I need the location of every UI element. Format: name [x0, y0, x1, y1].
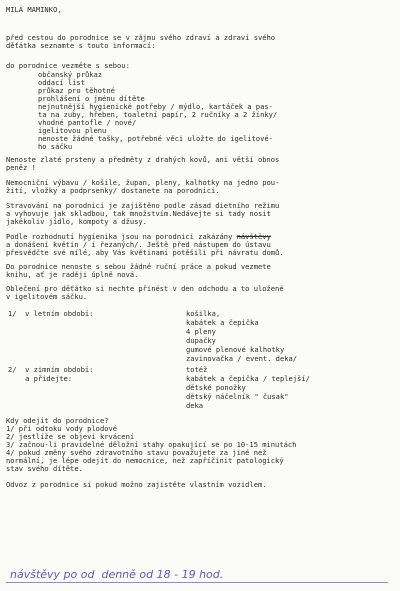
- winter-item: dětské ponožky: [186, 383, 246, 392]
- clothing-line: žití, vložky a podprsenky/ dostanete na porodnici.: [6, 186, 220, 195]
- pack-item: ta na zuby, hřeben, toaletní papír, 2 ručníky a 2 žínky/: [38, 110, 278, 119]
- summer-item: dupačky: [186, 336, 216, 345]
- when-item: normální, je lépe odejít do nemocnice, než zapříčinit patologický: [6, 456, 284, 465]
- winter-item: kabátek a čepička / teplejší/: [186, 374, 310, 383]
- hygiene-line-text: Podle rozhodnutí hygienika jsou na porodnici zakázány: [6, 232, 237, 241]
- hygiene-line: a donášení květin / i řezaných/. Ještě před nástupem do ústavu: [6, 240, 271, 249]
- intro-line: děťátka seznamte s touto informací:: [6, 41, 156, 50]
- when-item: stav svého dítěte.: [6, 464, 83, 473]
- food-line: Stravování na porodnici je zajištěno podle zásad dietního režimu: [6, 201, 280, 210]
- winter-item: deka: [186, 401, 204, 410]
- baby-clothes-line: v igelitovém sáčku.: [6, 292, 88, 301]
- summer-item: 4 pleny: [186, 327, 216, 336]
- hygiene-line: přesvědčte své mílé, aby Vás květinami potěšili při návratu domů.: [6, 248, 284, 257]
- winter-label: 2/ v zimním období:: [8, 365, 94, 374]
- pack-item: nejnutnější hygienické potřeby / mýdlo, kartáček a pas-: [38, 102, 273, 111]
- pack-item: ho sáčku: [38, 142, 73, 151]
- clothing-line: Nemocniční výbavu / košile, župan, pleny, kalhotky na jedno pou-: [6, 178, 280, 187]
- pack-heading: do porodnice vezměte s sebou:: [6, 61, 130, 70]
- transport-line: Odvoz z porodnice si pokud možno zajistěte vlastním vozidlem.: [6, 480, 267, 489]
- pack-item: prohlášení o jménu dítěte: [38, 94, 145, 103]
- winter-item: totéž: [186, 365, 208, 374]
- jewelry-line: peněz !: [6, 163, 36, 172]
- struck-word: návštěvy: [236, 232, 271, 241]
- summer-item: kabátek a čepička: [186, 318, 259, 327]
- baby-clothes-line: Oblečení pro děťátko si nechte přinést v den odchodu a to uložené: [6, 284, 284, 293]
- pack-item: oddací list: [38, 78, 85, 87]
- pack-item: nenoste žádné tašky, potřebné věci uložte do igelitové-: [38, 134, 273, 143]
- pack-item: občanský průkaz: [38, 70, 103, 79]
- when-item: 4/ pokud změny svého zdravotního stavu považujete za jiné než: [6, 448, 267, 457]
- when-item: 1/ při odtoku vody plodové: [6, 424, 118, 433]
- work-line: knihu, ať je raději úplně nová.: [6, 270, 139, 279]
- work-line: Do porodnice nenoste s sebou žádné ruční práce a pokud vezmete: [6, 262, 271, 271]
- pack-item: vhodné pantofle / nové/: [38, 118, 137, 127]
- summer-item: zavinovačka / event. deka/: [186, 354, 298, 363]
- when-item: 3/ začnou-li pravidelné děložní stahy opakující se po 10-15 minutách: [6, 440, 297, 449]
- when-heading: Kdy odejít do porodnice?: [6, 416, 109, 425]
- food-line: a vyhovuje jak skladbou, tak množstvím.Nedávejte si tady nosit: [6, 209, 271, 218]
- summer-item: košilka,: [186, 309, 221, 318]
- pack-item: igelitovou plenu: [38, 126, 107, 135]
- when-item: 2/ jestliže se objeví krvácení: [6, 432, 135, 441]
- summer-item: gumové plenové kalhotky: [186, 345, 285, 354]
- jewelry-line: Nenoste zlaté prsteny a předměty z drahých kovů, ani větší obnos: [6, 155, 280, 164]
- pack-item: průkaz pro těhotné: [38, 86, 115, 95]
- winter-item: dětský náčelník " čusak": [186, 392, 289, 401]
- salutation: MILÁ MAMINKO,: [6, 5, 62, 14]
- handwritten-underline: [6, 582, 388, 583]
- summer-label: 1/ v letním období:: [8, 309, 94, 318]
- winter-label: a přidejte:: [8, 374, 73, 383]
- handwritten-note: návštěvy po od denně od 18 - 19 hod.: [10, 568, 224, 581]
- intro-line: před cestou do porodnice se v zájmu svého zdraví a zdraví svého: [6, 33, 276, 42]
- food-line: jakékoliv jídlo, kompoty a džusy.: [6, 217, 147, 226]
